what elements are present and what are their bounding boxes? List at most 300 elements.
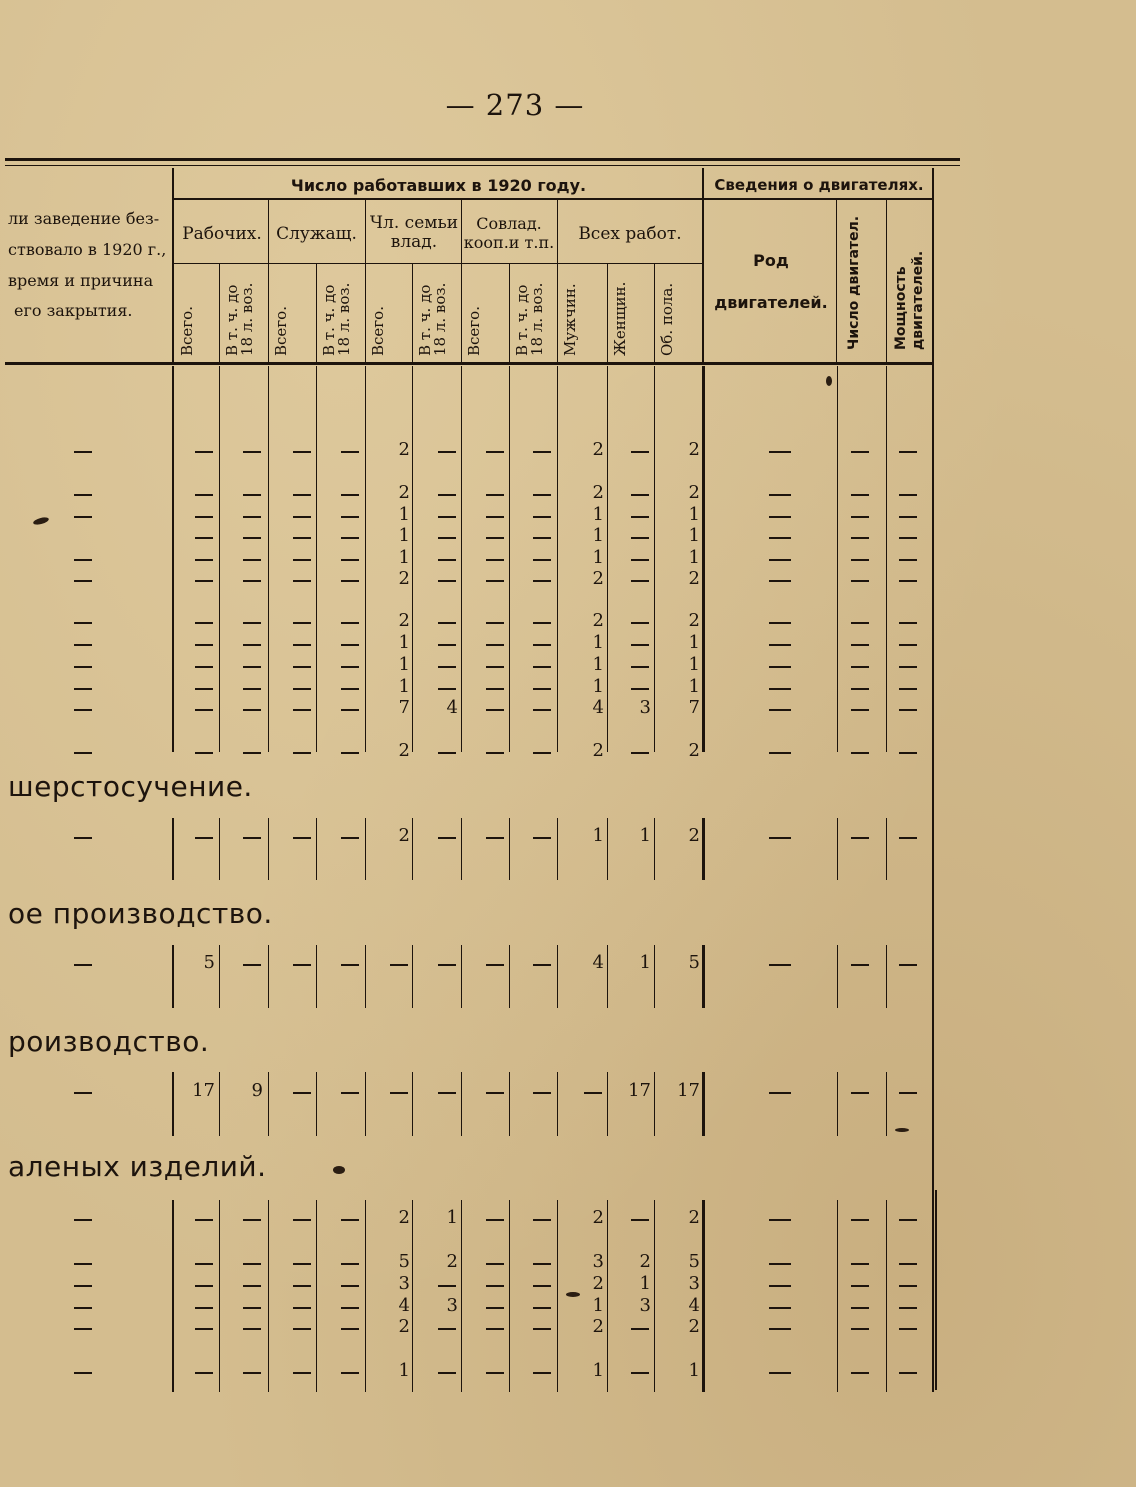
cell-value <box>899 1317 917 1338</box>
cell-value <box>631 505 649 526</box>
cell-value <box>243 953 261 974</box>
column-rule <box>509 818 510 880</box>
cell-value <box>631 741 649 762</box>
cell-value: 1 <box>398 504 410 525</box>
cell-value <box>195 677 213 698</box>
cell-value <box>341 826 359 847</box>
column-header: В т. ч. до 18 л. воз. <box>320 282 353 356</box>
cell-value <box>293 1317 311 1338</box>
cell-value <box>293 826 311 847</box>
cell-value <box>438 1317 456 1338</box>
cell-value <box>74 698 92 719</box>
cell-value <box>341 1274 359 1295</box>
cell-value <box>243 1252 261 1273</box>
cell-value <box>74 505 92 526</box>
cell-value <box>533 548 551 569</box>
cell-value <box>243 633 261 654</box>
cell-value <box>851 569 869 590</box>
cell-value: 3 <box>446 1295 458 1316</box>
column-rule <box>172 1072 174 1136</box>
subgroup-all: Всех работ. <box>578 224 682 244</box>
cell-value: 9 <box>251 1080 263 1101</box>
cell-value <box>195 611 213 632</box>
column-rule <box>654 945 655 1008</box>
column-rule <box>702 818 705 880</box>
cell-value <box>293 1361 311 1382</box>
section-title: роизводство. <box>8 1025 210 1058</box>
cell-value <box>438 483 456 504</box>
cell-value <box>851 741 869 762</box>
column-rule <box>461 945 462 1008</box>
column-rule <box>412 1200 413 1392</box>
cell-value: 1 <box>398 1360 410 1381</box>
cell-value <box>243 655 261 676</box>
cell-value <box>74 677 92 698</box>
column-rule <box>365 818 366 880</box>
cell-value <box>74 483 92 504</box>
column-rule <box>837 1200 838 1392</box>
cell-value <box>195 548 213 569</box>
cell-value <box>486 741 504 762</box>
cell-value <box>390 953 408 974</box>
cell-value <box>533 1361 551 1382</box>
cell-value: 1 <box>688 547 700 568</box>
cell-value <box>769 526 787 547</box>
cell-value <box>851 1361 869 1382</box>
cell-value <box>438 953 456 974</box>
cell-value <box>438 741 456 762</box>
cell-value: 1 <box>592 825 604 846</box>
cell-value: 1 <box>639 952 651 973</box>
cell-value <box>533 440 551 461</box>
column-rule <box>412 1072 413 1136</box>
cell-value <box>899 611 917 632</box>
cell-value <box>438 633 456 654</box>
cell-value <box>899 526 917 547</box>
cell-value <box>631 526 649 547</box>
cell-value: 1 <box>398 547 410 568</box>
cell-value <box>486 1208 504 1229</box>
column-header: Всего. <box>465 306 483 356</box>
column-header: Женщин. <box>611 281 629 356</box>
cell-value <box>899 1361 917 1382</box>
cell-value <box>243 1317 261 1338</box>
column-rule <box>886 366 887 752</box>
engines-group-title: Сведения о двигателях. <box>714 176 924 194</box>
column-rule <box>461 366 462 752</box>
cell-value <box>341 1252 359 1273</box>
cell-value <box>293 548 311 569</box>
cell-value <box>293 611 311 632</box>
cell-value: 1 <box>592 547 604 568</box>
cell-value: 3 <box>639 697 651 718</box>
cell-value <box>74 569 92 590</box>
cell-value <box>390 1081 408 1102</box>
cell-value <box>769 1296 787 1317</box>
cell-value: 7 <box>688 697 700 718</box>
cell-value <box>533 953 551 974</box>
cell-value <box>769 1317 787 1338</box>
column-rule <box>607 1200 608 1392</box>
page-number: — 273 — <box>445 88 585 122</box>
cell-value <box>486 1252 504 1273</box>
column-rule <box>219 1200 220 1392</box>
cell-value: 2 <box>592 1316 604 1337</box>
column-rule <box>412 818 413 880</box>
cell-value <box>631 1317 649 1338</box>
cell-value <box>293 440 311 461</box>
cell-value <box>74 826 92 847</box>
cell-value <box>851 1274 869 1295</box>
cell-value: 3 <box>592 1251 604 1272</box>
cell-value: 7 <box>398 697 410 718</box>
cell-value <box>195 1317 213 1338</box>
cell-value <box>899 1296 917 1317</box>
ink-spot <box>895 1128 909 1132</box>
cell-value <box>486 548 504 569</box>
cell-value <box>243 483 261 504</box>
cell-value <box>243 548 261 569</box>
stub-line: его закрытия. <box>14 301 133 320</box>
column-rule <box>836 200 837 362</box>
cell-value <box>438 1361 456 1382</box>
cell-value <box>486 1081 504 1102</box>
cell-value <box>631 633 649 654</box>
cell-value: 1 <box>592 1295 604 1316</box>
column-rule <box>837 818 838 880</box>
cell-value <box>243 505 261 526</box>
cell-value <box>341 611 359 632</box>
cell-value: 1 <box>398 654 410 675</box>
cell-value <box>438 569 456 590</box>
column-rule <box>607 366 608 752</box>
cell-value <box>631 548 649 569</box>
stub-line: ствовало в 1920 г., <box>8 240 167 259</box>
column-rule <box>461 1072 462 1136</box>
cell-value <box>341 1208 359 1229</box>
cell-value <box>533 633 551 654</box>
cell-value <box>769 1081 787 1102</box>
cell-value <box>486 440 504 461</box>
cell-value: 2 <box>398 825 410 846</box>
cell-value <box>899 698 917 719</box>
cell-value <box>769 440 787 461</box>
column-rule <box>557 945 558 1008</box>
top-rule-thin <box>5 165 960 166</box>
cell-value <box>486 1296 504 1317</box>
top-rule <box>5 158 960 161</box>
column-header: Всего. <box>369 306 387 356</box>
cell-value: 2 <box>688 610 700 631</box>
column-rule <box>509 945 510 1008</box>
cell-value <box>631 569 649 590</box>
subgroup-workers: Рабочих. <box>182 224 262 244</box>
cell-value <box>851 953 869 974</box>
cell-value <box>769 677 787 698</box>
engine-power-header: Мощность двигателей. <box>893 250 926 350</box>
cell-value: 2 <box>398 1316 410 1337</box>
cell-value: 1 <box>688 632 700 653</box>
cell-value <box>533 1081 551 1102</box>
cell-value <box>293 1081 311 1102</box>
cell-value <box>293 698 311 719</box>
column-rule <box>886 945 887 1008</box>
cell-value <box>243 526 261 547</box>
header-bottom-rule <box>5 362 933 365</box>
cell-value <box>341 548 359 569</box>
cell-value <box>293 1252 311 1273</box>
cell-value <box>195 698 213 719</box>
column-rule <box>268 366 269 752</box>
cell-value: 2 <box>688 1316 700 1337</box>
cell-value <box>195 741 213 762</box>
cell-value <box>293 505 311 526</box>
column-rule <box>412 366 413 752</box>
cell-value <box>341 483 359 504</box>
cell-value: 4 <box>592 697 604 718</box>
cell-value <box>851 483 869 504</box>
cell-value: 2 <box>592 439 604 460</box>
column-rule <box>509 264 510 362</box>
column-rule <box>172 818 174 880</box>
cell-value: 17 <box>677 1080 700 1101</box>
cell-value <box>341 655 359 676</box>
cell-value: 5 <box>688 1251 700 1272</box>
cell-value <box>243 826 261 847</box>
cell-value <box>899 483 917 504</box>
cell-value: 2 <box>398 1207 410 1228</box>
cell-value: 4 <box>398 1295 410 1316</box>
cell-value <box>486 633 504 654</box>
cell-value <box>243 1361 261 1382</box>
column-rule <box>654 1072 655 1136</box>
cell-value <box>851 1317 869 1338</box>
cell-value <box>899 569 917 590</box>
cell-value: 1 <box>398 676 410 697</box>
stub-line: время и причина <box>8 271 154 290</box>
column-rule <box>316 366 317 752</box>
cell-value <box>769 655 787 676</box>
column-rule <box>607 818 608 880</box>
cell-value <box>899 1252 917 1273</box>
cell-value <box>195 633 213 654</box>
subgroup-employees: Служащ. <box>276 224 357 244</box>
cell-value <box>341 741 359 762</box>
cell-value <box>486 655 504 676</box>
cell-value <box>769 741 787 762</box>
cell-value <box>74 655 92 676</box>
section-title: аленых изделий. <box>8 1150 267 1183</box>
cell-value <box>195 1252 213 1273</box>
column-rule <box>509 1072 510 1136</box>
cell-value: 2 <box>446 1251 458 1272</box>
column-rule <box>172 945 174 1008</box>
cell-value <box>584 1081 602 1102</box>
cell-value <box>486 505 504 526</box>
cell-value <box>195 826 213 847</box>
cell-value <box>769 1208 787 1229</box>
cell-value <box>533 611 551 632</box>
cell-value <box>851 677 869 698</box>
column-rule <box>509 366 510 752</box>
column-rule <box>935 1190 937 1390</box>
cell-value <box>243 1274 261 1295</box>
cell-value <box>293 526 311 547</box>
cell-value <box>293 677 311 698</box>
cell-value: 5 <box>688 952 700 973</box>
column-rule <box>316 264 317 362</box>
cell-value <box>438 526 456 547</box>
section-title: ое производство. <box>8 897 273 930</box>
cell-value <box>438 1081 456 1102</box>
cell-value <box>243 741 261 762</box>
cell-value: 1 <box>688 1360 700 1381</box>
cell-value: 2 <box>592 482 604 503</box>
cell-value <box>438 826 456 847</box>
cell-value <box>631 1361 649 1382</box>
cell-value: 2 <box>688 482 700 503</box>
column-rule <box>654 1200 655 1392</box>
column-rule <box>268 200 269 362</box>
cell-value <box>74 1252 92 1273</box>
cell-value <box>293 1274 311 1295</box>
cell-value: 2 <box>398 568 410 589</box>
cell-value <box>341 953 359 974</box>
column-rule <box>509 1200 510 1392</box>
cell-value <box>74 1317 92 1338</box>
cell-value: 4 <box>592 952 604 973</box>
cell-value <box>293 655 311 676</box>
cell-value <box>899 953 917 974</box>
column-rule <box>219 366 220 752</box>
cell-value <box>243 698 261 719</box>
cell-value <box>243 677 261 698</box>
column-rule <box>654 818 655 880</box>
cell-value <box>486 569 504 590</box>
cell-value <box>293 633 311 654</box>
cell-value: 1 <box>688 676 700 697</box>
cell-value <box>486 953 504 974</box>
column-rule <box>316 818 317 880</box>
cell-value <box>769 826 787 847</box>
cell-value <box>486 611 504 632</box>
column-header: В т. ч. до 18 л. воз. <box>416 282 449 356</box>
column-rule <box>365 1200 366 1392</box>
cell-value <box>851 1296 869 1317</box>
cell-value <box>533 569 551 590</box>
column-rule <box>886 1200 887 1392</box>
ink-spot <box>333 1166 345 1174</box>
cell-value <box>438 655 456 676</box>
cell-value: 1 <box>639 825 651 846</box>
cell-value <box>533 1274 551 1295</box>
cell-value <box>438 611 456 632</box>
cell-value: 5 <box>398 1251 410 1272</box>
cell-value <box>74 741 92 762</box>
cell-value <box>195 526 213 547</box>
cell-value <box>769 633 787 654</box>
cell-value <box>769 505 787 526</box>
cell-value <box>486 677 504 698</box>
column-rule <box>886 818 887 880</box>
cell-value <box>195 569 213 590</box>
column-rule <box>557 1072 558 1136</box>
cell-value: 2 <box>688 568 700 589</box>
cell-value: 1 <box>592 1360 604 1381</box>
cell-value: 4 <box>688 1295 700 1316</box>
cell-value <box>851 611 869 632</box>
cell-value <box>631 611 649 632</box>
cell-value <box>851 505 869 526</box>
cell-value <box>74 1274 92 1295</box>
cell-value <box>293 953 311 974</box>
cell-value <box>438 1274 456 1295</box>
cell-value <box>486 826 504 847</box>
stub-line: ли заведение без- <box>8 209 160 228</box>
cell-value <box>195 483 213 504</box>
cell-value: 2 <box>688 825 700 846</box>
cell-value <box>486 1274 504 1295</box>
column-rule <box>268 818 269 880</box>
column-rule <box>461 818 462 880</box>
cell-value <box>341 1081 359 1102</box>
cell-value <box>533 526 551 547</box>
cell-value <box>769 953 787 974</box>
cell-value <box>438 677 456 698</box>
cell-value <box>851 440 869 461</box>
column-rule <box>412 264 413 362</box>
column-rule <box>365 945 366 1008</box>
cell-value: 2 <box>592 610 604 631</box>
column-rule <box>702 366 705 752</box>
cell-value <box>899 1274 917 1295</box>
cell-value <box>851 826 869 847</box>
cell-value <box>74 440 92 461</box>
cell-value: 2 <box>688 740 700 761</box>
cell-value <box>486 698 504 719</box>
column-header: В т. ч. до 18 л. воз. <box>513 282 546 356</box>
cell-value: 1 <box>592 504 604 525</box>
cell-value <box>486 1317 504 1338</box>
cell-value <box>533 741 551 762</box>
header-rule <box>174 198 702 200</box>
column-rule <box>607 264 608 362</box>
cell-value <box>486 1361 504 1382</box>
cell-value <box>851 1208 869 1229</box>
cell-value: 3 <box>398 1273 410 1294</box>
column-rule <box>837 366 838 752</box>
cell-value <box>899 677 917 698</box>
cell-value <box>341 633 359 654</box>
cell-value <box>769 698 787 719</box>
cell-value: 2 <box>688 439 700 460</box>
column-header: Всего. <box>178 306 196 356</box>
cell-value <box>899 440 917 461</box>
cell-value <box>533 1208 551 1229</box>
cell-value <box>769 548 787 569</box>
cell-value <box>899 826 917 847</box>
cell-value <box>631 440 649 461</box>
cell-value <box>243 1296 261 1317</box>
column-rule <box>268 1072 269 1136</box>
cell-value: 1 <box>398 632 410 653</box>
column-rule <box>365 1072 366 1136</box>
cell-value <box>293 569 311 590</box>
column-rule <box>654 366 655 752</box>
column-rule <box>172 366 174 752</box>
cell-value: 2 <box>592 568 604 589</box>
column-header: Мужчин. <box>561 283 579 356</box>
